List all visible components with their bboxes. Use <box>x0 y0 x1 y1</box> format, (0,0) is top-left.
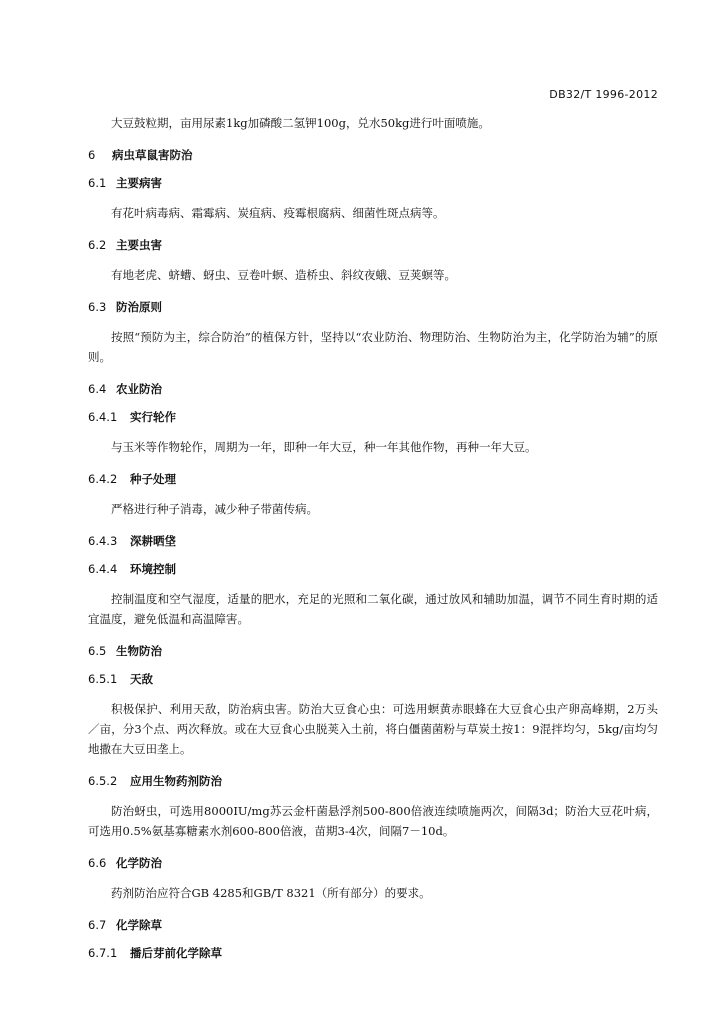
section-title: 农业防治 <box>116 382 162 396</box>
paragraph: 防治蚜虫，可选用8000IU/mg苏云金杆菌悬浮剂500-800倍液连续喷施两次，间隔3d；防治大豆花叶病，可选用0.5%氨基寡糖素水剂600-800倍液，苗期3-4次，间隔7－10d。 <box>88 804 658 838</box>
section-number: 6.4.2 <box>88 472 118 486</box>
section-title: 防治原则 <box>116 300 162 314</box>
section-heading <box>88 533 658 549</box>
standard-code: DB32/T 1996-2012 <box>549 88 658 101</box>
section-title: 生物防治 <box>116 644 162 658</box>
paragraph: 与玉米等作物轮作，周期为一年，即种一年大豆，种一年其他作物，再种一年大豆。 <box>111 440 537 454</box>
section-number: 6 <box>88 148 96 162</box>
section-heading <box>88 237 658 253</box>
paragraph: 有地老虎、蛴螬、蚜虫、豆卷叶螟、造桥虫、斜纹夜蛾、豆荚螟等。 <box>111 268 456 282</box>
section-heading <box>88 855 658 871</box>
section-heading <box>88 561 658 577</box>
section-heading <box>88 643 658 659</box>
section-heading <box>88 409 658 425</box>
section-heading <box>88 945 658 961</box>
section-heading <box>88 175 658 191</box>
section-number: 6.7.1 <box>88 946 118 960</box>
section-number: 6.1 <box>88 176 107 190</box>
paragraph: 大豆鼓粒期，亩用尿素1kg加磷酸二氢钾100g，兑水50kg进行叶面喷施。 <box>111 116 490 130</box>
paragraph: 控制温度和空气湿度，适量的肥水，充足的光照和二氧化碳，通过放风和辅助加温，调节不同生育时期的适宜温度，避免低温和高温障害。 <box>88 592 658 626</box>
paragraph: 积极保护、利用天敌，防治病虫害。防治大豆食心虫：可选用螟黄赤眼蜂在大豆食心虫产卵高峰期，2万头／亩，分3个点、两次释放。或在大豆食心虫脱荚入土前，将白僵菌菌粉与草炭土按1：9混拌均匀，5kg/亩均匀地撒在大豆田垄上。 <box>88 702 658 756</box>
section-number: 6.7 <box>88 918 107 932</box>
section-title: 应用生物药剂防治 <box>130 774 222 788</box>
section-number: 6.5 <box>88 644 107 658</box>
section-heading <box>88 381 658 397</box>
section-title: 环境控制 <box>130 562 176 576</box>
section-heading <box>88 147 658 163</box>
section-title: 主要虫害 <box>116 238 162 252</box>
paragraph: 有花叶病毒病、霜霉病、炭疽病、疫霉根腐病、细菌性斑点病等。 <box>111 206 445 220</box>
section-number: 6.4.1 <box>88 410 118 424</box>
section-heading <box>88 471 658 487</box>
section-number: 6.5.1 <box>88 672 118 686</box>
section-title: 深耕晒垡 <box>130 534 176 548</box>
section-number: 6.2 <box>88 238 107 252</box>
section-heading <box>88 773 658 789</box>
section-title: 化学防治 <box>116 856 162 870</box>
paragraph: 药剂防治应符合GB 4285和GB/T 8321（所有部分）的要求。 <box>111 886 431 900</box>
section-title: 主要病害 <box>116 176 162 190</box>
section-title: 天敌 <box>130 672 153 686</box>
section-number: 6.3 <box>88 300 107 314</box>
section-number: 6.4 <box>88 382 107 396</box>
section-heading <box>88 917 658 933</box>
paragraph: 严格进行种子消毒，减少种子带菌传病。 <box>111 502 318 516</box>
section-title: 种子处理 <box>130 472 176 486</box>
section-number: 6.6 <box>88 856 107 870</box>
section-title: 播后芽前化学除草 <box>130 946 222 960</box>
paragraph: 按照“预防为主，综合防治”的植保方针，坚持以“农业防治、物理防治、生物防治为主，化学防治为辅”的原则。 <box>88 330 658 364</box>
section-number: 6.4.4 <box>88 562 118 576</box>
section-heading <box>88 671 658 687</box>
section-title: 化学除草 <box>116 918 162 932</box>
section-heading <box>88 299 658 315</box>
section-number: 6.5.2 <box>88 774 118 788</box>
document-body <box>88 113 658 973</box>
section-number: 6.4.3 <box>88 534 118 548</box>
section-title: 实行轮作 <box>130 410 176 424</box>
section-title: 病虫草鼠害防治 <box>112 148 193 162</box>
